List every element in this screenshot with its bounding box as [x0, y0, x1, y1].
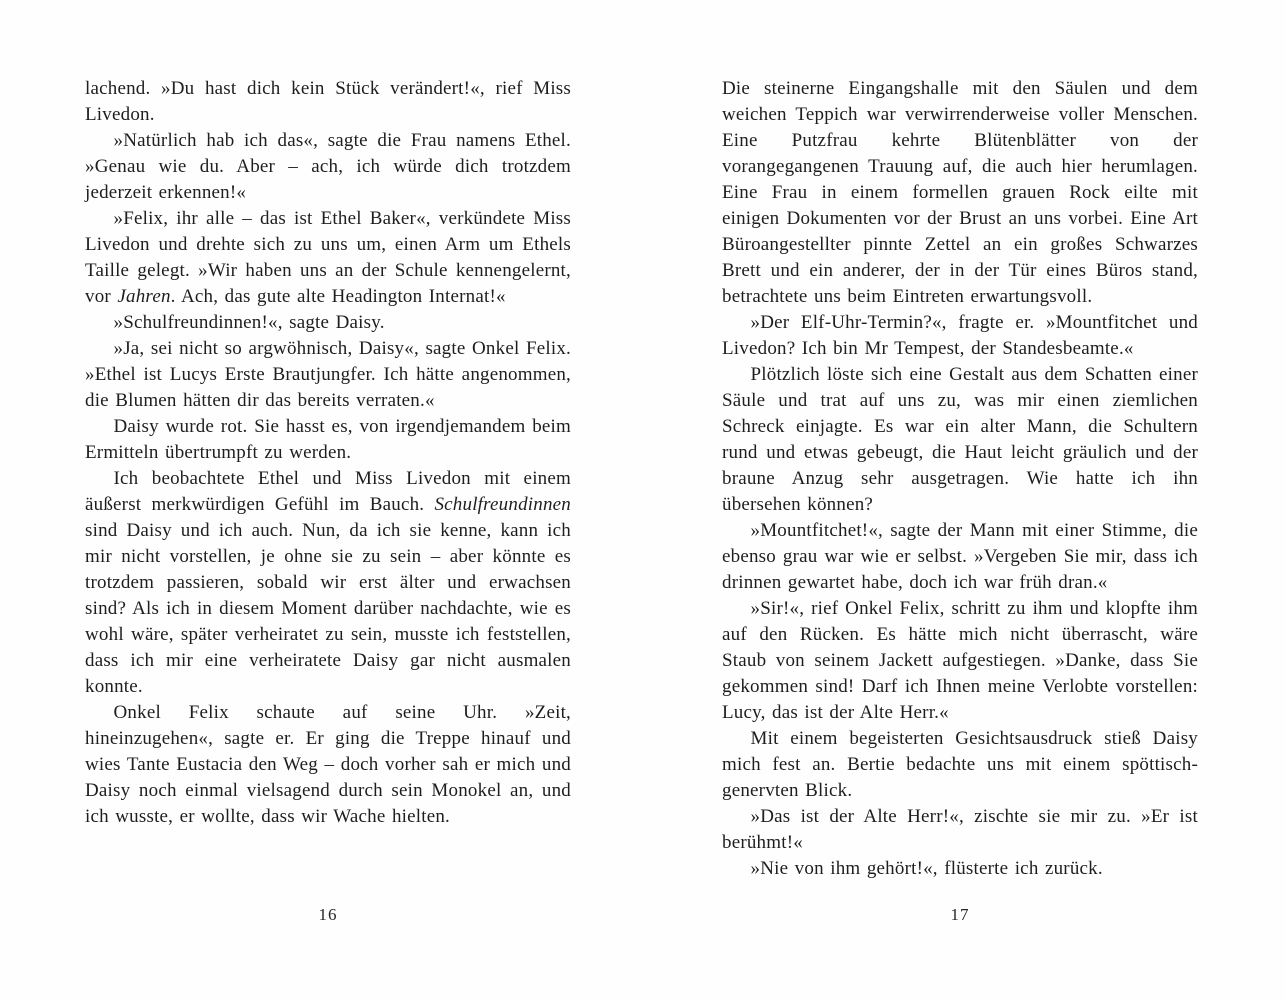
text-run: »Nie von ihm gehört!«, flüsterte ich zurück. — [750, 858, 1103, 879]
paragraph — [85, 206, 571, 310]
text-run: »Das ist der Alte Herr!«, zischte sie mir zu. »Er ist berühmt!« — [722, 806, 1198, 853]
text-run: sind Daisy und ich auch. Nun, da ich sie kenne, kann ich mir nicht vorstellen, je ohne sie zu sein – aber könnte es trotzdem passieren, sobald wir erst älter und erwachsen sind? Als ich in diesem Moment darüber nachdachte, wie es wohl wäre, später verheiratet zu sein, musste ich feststellen, dass ich mir eine verheiratete Daisy gar nicht ausmalen konnte. — [85, 520, 571, 697]
paragraph — [722, 76, 1198, 310]
page-number-right: 17 — [950, 905, 970, 924]
text-run: Mit einem begeisterten Gesichtsausdruck stieß Daisy mich fest an. Bertie bedachte uns mit einem spöttisch-genervten Blick. — [722, 728, 1198, 801]
page-number-left: 16 — [318, 905, 338, 924]
text-run: Onkel Felix schaute auf seine Uhr. »Zeit, hineinzugehen«, sagte er. Er ging die Treppe hinauf und wies Tante Eustacia den Weg – doch vorher sah er mich und Daisy noch einmal vielsagend durch sein Monokel an, und ich wusste, er wollte, dass wir Wache hielten. — [85, 702, 571, 827]
paragraph — [85, 466, 571, 700]
page-right-text — [722, 76, 1198, 882]
page-left-text — [85, 76, 571, 830]
paragraph — [85, 310, 571, 336]
text-run: »Felix, ihr alle – das ist Ethel Baker«, verkündete Miss Livedon und drehte sich zu uns um, einen Arm um Ethels Taille gelegt. »Wir haben uns an der Schule kennengelernt, vor — [85, 208, 571, 307]
paragraph — [85, 76, 571, 128]
paragraph — [85, 414, 571, 466]
paragraph — [722, 362, 1198, 518]
text-run: »Natürlich hab ich das«, sagte die Frau namens Ethel. »Genau wie du. Aber – ach, ich würde dich trotzdem jederzeit erkennen!« — [85, 130, 571, 203]
text-run: »Der Elf-Uhr-Termin?«, fragte er. »Mountfitchet und Livedon? Ich bin Mr Tempest, der Standesbeamte.« — [722, 312, 1198, 359]
text-run: »Mountfitchet!«, sagte der Mann mit einer Stimme, die ebenso grau war wie er selbst. »Vergeben Sie mir, dass ich drinnen gewartet habe, doch ich war früh dran.« — [722, 520, 1198, 593]
text-run: lachend. »Du hast dich kein Stück verändert!«, rief Miss Livedon. — [85, 78, 571, 125]
paragraph — [722, 596, 1198, 726]
text-run: Daisy wurde rot. Sie hasst es, von irgendjemandem beim Ermitteln übertrumpft zu werden. — [85, 416, 571, 463]
text-run: »Ja, sei nicht so argwöhnisch, Daisy«, sagte Onkel Felix. »Ethel ist Lucys Erste Brautjungfer. Ich hätte angenommen, die Blumen hätten dir das bereits verraten.« — [85, 338, 571, 411]
text-run: »Sir!«, rief Onkel Felix, schritt zu ihm und klopfte ihm auf den Rücken. Es hätte mich nicht überrascht, wäre Staub von seinem Jackett aufgestiegen. »Danke, dass Sie gekommen sind! Darf ich Ihnen meine Verlobte vorstellen: Lucy, das ist der Alte Herr.« — [722, 598, 1198, 723]
text-run: Ich beobachtete Ethel und Miss Livedon mit einem äußerst merkwürdigen Gefühl im Bauch. — [85, 468, 571, 515]
paragraph — [85, 700, 571, 830]
italic-text-run: Schulfreundinnen — [434, 494, 571, 515]
italic-text-run: Jahren — [117, 286, 171, 307]
text-run: . Ach, das gute alte Headington Internat!« — [170, 286, 506, 307]
paragraph — [85, 128, 571, 206]
paragraph — [722, 518, 1198, 596]
paragraph — [722, 310, 1198, 362]
text-run: Plötzlich löste sich eine Gestalt aus dem Schatten einer Säule und trat auf uns zu, was mir einen ziemlichen Schreck einjagte. Es war ein alter Mann, die Schultern rund und etwas gebeugt, die Haut leicht gräulich und der braune Anzug sehr ausgetragen. Wie hatte ich ihn übersehen können? — [722, 364, 1198, 515]
paragraph — [722, 804, 1198, 856]
paragraph — [722, 726, 1198, 804]
paragraph — [722, 856, 1198, 882]
paragraph — [85, 336, 571, 414]
text-run: Die steinerne Eingangshalle mit den Säulen und dem weichen Teppich war verwirrenderweise voller Menschen. Eine Putzfrau kehrte Blütenblätter von der vorangegangenen Trauung auf, die auch hier herumlagen. Eine Frau in einem formellen grauen Rock eilte mit einigen Dokumenten vor der Brust an uns vorbei. Eine Art Büroangestellter pinnte Zettel an ein großes Schwarzes Brett und ein anderer, der in der Tür eines Büros stand, betrachtete uns beim Eintreten erwartungsvoll. — [722, 78, 1198, 307]
text-run: »Schulfreundinnen!«, sagte Daisy. — [113, 312, 385, 333]
